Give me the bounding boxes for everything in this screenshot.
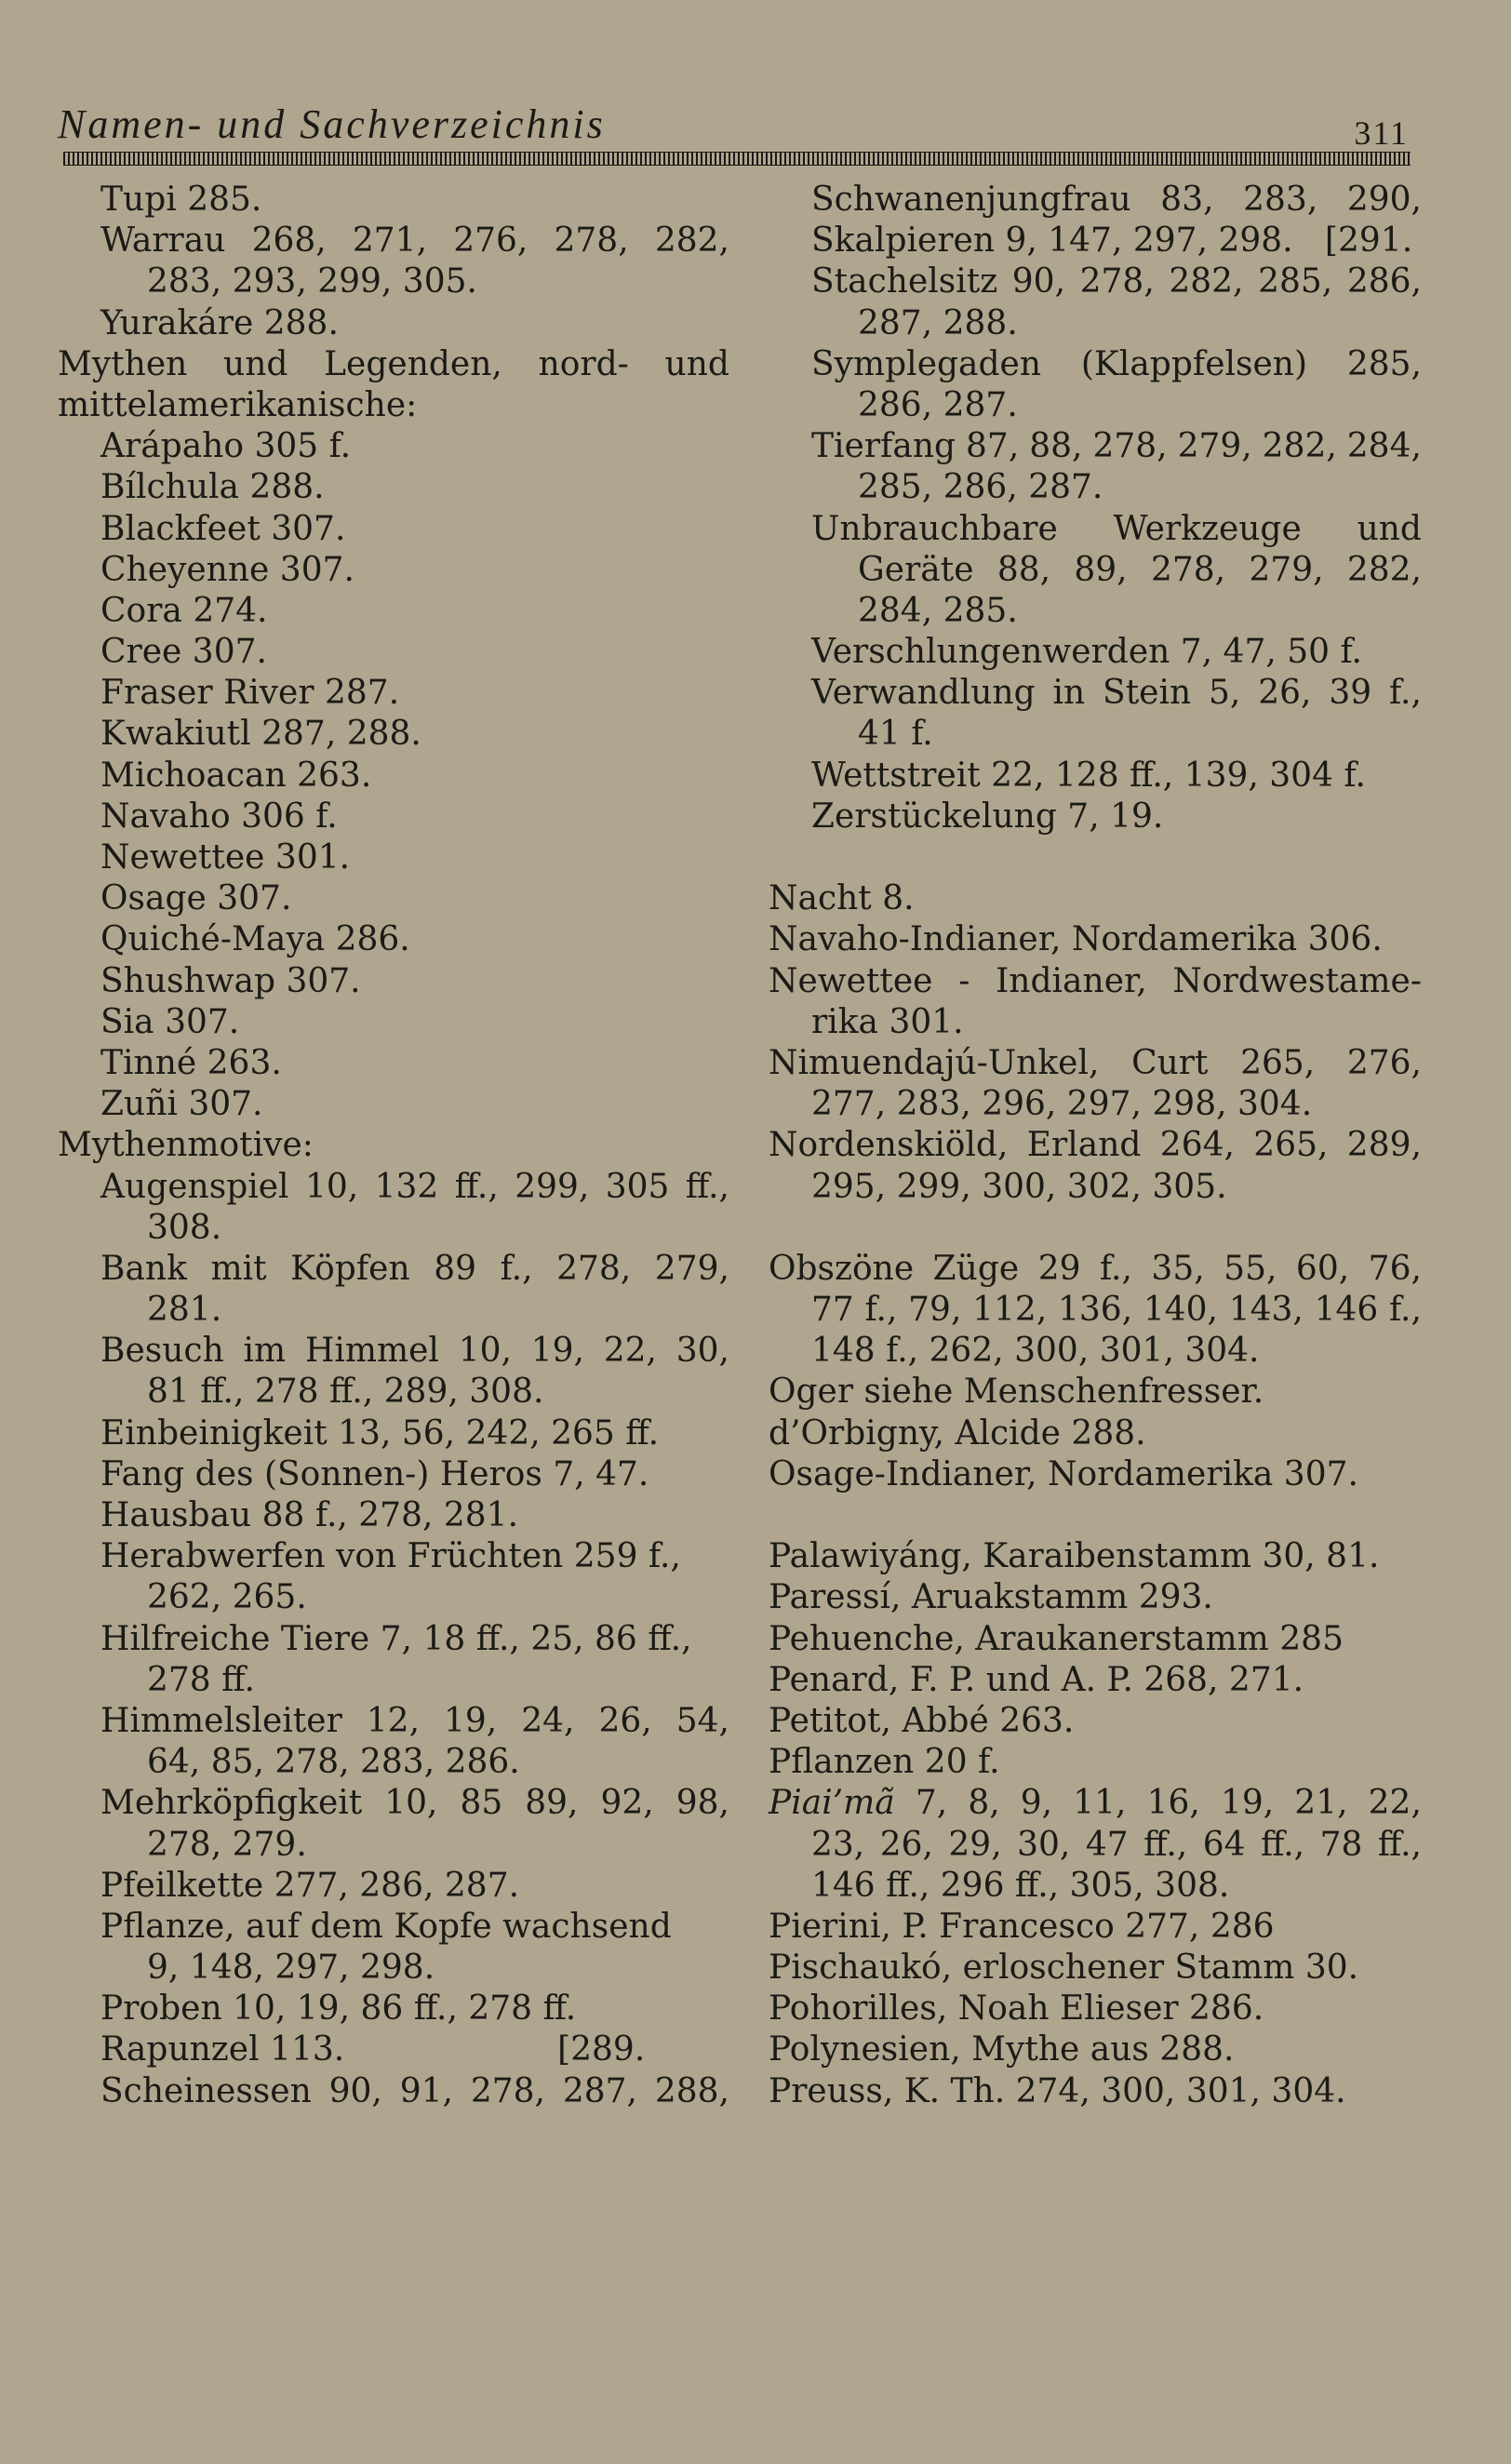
index-entry-line: Newettee 301. bbox=[100, 838, 351, 877]
index-entry-line: Osage-Indianer, Nordamerika 307. bbox=[769, 1454, 1358, 1493]
index-entry-line: Bank mit Köpfen 89 f., 278, 279, bbox=[100, 1249, 729, 1288]
index-entry-line: Schwanenjungfrau 83, 283, 290, bbox=[811, 181, 1422, 219]
index-entry-line: Himmelsleiter 12, 19, 24, 26, 54, bbox=[100, 1701, 729, 1740]
index-entry-line: Blackfeet 307. bbox=[100, 509, 346, 548]
index-entry-line: 295, 299, 300, 302, 305. bbox=[811, 1167, 1227, 1206]
index-entry-line: Besuch im Himmel 10, 19, 22, 30, bbox=[100, 1332, 729, 1371]
index-entry-line: Fang des (Sonnen-) Heros 7, 47. bbox=[100, 1454, 649, 1493]
index-entry-line: Paressí, Aruakstamm 293. bbox=[769, 1578, 1213, 1617]
index-entry-line: Mehrköpfigkeit 10, 85 89, 92, 98, bbox=[100, 1784, 729, 1823]
index-entry-line: Bílchula 288. bbox=[100, 468, 325, 507]
index-entry-line: 284, 285. bbox=[858, 591, 1018, 630]
index-entry-line: Stachelsitz 90, 278, 282, 285, 286, bbox=[811, 262, 1422, 301]
index-entry-line: Osage 307. bbox=[100, 879, 292, 918]
index-entry-line: Pehuenche, Araukanerstamm 285 bbox=[769, 1619, 1344, 1658]
index-entry-line: Fraser River 287. bbox=[100, 674, 400, 713]
section-gap bbox=[769, 1495, 1422, 1536]
index-entry-line: Verwandlung in Stein 5, 26, 39 f., bbox=[811, 674, 1422, 713]
index-entry-line: 262, 265. bbox=[147, 1578, 307, 1617]
running-head-title: Namen- und Sachverzeichnis bbox=[58, 101, 606, 147]
index-entry-line: Tupi 285. bbox=[100, 181, 262, 219]
index-entry-line: Skalpieren 9, 147, 297, 298. [291. bbox=[811, 221, 1413, 261]
index-entry-line: Mythen und Legenden, nord- und bbox=[58, 344, 729, 383]
index-entry-line: rika 301. bbox=[811, 1002, 964, 1041]
index-entry-line: 81 ff., 278 ff., 289, 308. bbox=[147, 1373, 544, 1412]
index-entry-line: Hausbau 88 f., 278, 281. bbox=[100, 1496, 519, 1534]
index-entry-line: Tierfang 87, 88, 278, 279, 282, 284, bbox=[811, 427, 1422, 466]
index-entry-line: Rapunzel 113. [289. bbox=[100, 2030, 646, 2069]
index-entry-line: Cree 307. bbox=[100, 633, 267, 672]
index-entry-line: Augenspiel 10, 132 ff., 299, 305 ff., bbox=[100, 1167, 729, 1206]
index-entry-line: Tinné 263. bbox=[100, 1043, 282, 1082]
index-entry-line: Petitot, Abbé 263. bbox=[769, 1701, 1075, 1740]
index-entry-line: Nordenskiöld, Erland 264, 265, 289, bbox=[769, 1126, 1422, 1165]
index-entry-line: Oger siehe Menschenfresser. bbox=[769, 1373, 1264, 1412]
index-entry-line: Quiché-Maya 286. bbox=[100, 920, 410, 959]
index-entry-line: 277, 283, 296, 297, 298, 304. bbox=[811, 1085, 1313, 1124]
page-number: 311 bbox=[1354, 114, 1409, 152]
index-entry-line: 41 f. bbox=[858, 715, 933, 754]
index-entry-line: Scheinessen 90, 91, 278, 287, 288, bbox=[100, 2071, 729, 2110]
section-gap bbox=[769, 1208, 1422, 1249]
index-entry-line: Hilfreiche Tiere 7, 18 ff., 25, 86 ff., bbox=[100, 1619, 692, 1658]
index-entry-line: Obszöne Züge 29 f., 35, 55, 60, 76, bbox=[769, 1249, 1422, 1288]
index-entry-line: Unbrauchbare Werkzeuge und bbox=[811, 509, 1422, 548]
index-entry-line: 23, 26, 29, 30, 47 ff., 64 ff., 78 ff., bbox=[811, 1825, 1422, 1864]
index-entry-line: Mythenmotive: bbox=[58, 1126, 314, 1165]
index-entry-line: 286, 287. bbox=[858, 385, 1018, 424]
index-entry-line: Palawiyáng, Karaibenstamm 30, 81. bbox=[769, 1537, 1380, 1576]
index-entry-line: 278, 279. bbox=[147, 1825, 307, 1864]
running-head bbox=[58, 100, 1409, 156]
section-gap bbox=[769, 837, 1422, 878]
index-column-right bbox=[769, 180, 1422, 2112]
index-entry-line: 281. bbox=[147, 1291, 222, 1330]
index-entry-line: Yurakáre 288. bbox=[100, 303, 339, 342]
index-entry-line: d’Orbigny, Alcide 288. bbox=[769, 1413, 1146, 1453]
header-rule bbox=[63, 152, 1411, 166]
index-entry-line: 146 ff., 296 ff., 305, 308. bbox=[811, 1866, 1230, 1905]
index-entry-line: Geräte 88, 89, 278, 279, 282, bbox=[858, 550, 1422, 589]
index-entry-line: Cheyenne 307. bbox=[100, 550, 354, 589]
index-entry-line: Navaho 306 f. bbox=[100, 797, 338, 836]
index-entry-line: Proben 10, 19, 86 ff., 278 ff. bbox=[100, 1989, 577, 2029]
index-entry-line: Newettee - Indianer, Nordwestame- bbox=[769, 961, 1422, 1000]
index-entry-line: Pohorilles, Noah Elieser 286. bbox=[769, 1989, 1264, 2029]
index-entry-line: Verschlungenwerden 7, 47, 50 f. bbox=[811, 633, 1362, 672]
index-entry-line: Piai’mã 7, 8, 9, 11, 16, 19, 21, 22, bbox=[769, 1784, 1422, 1823]
index-entry-line: Wettstreit 22, 128 ff., 139, 304 f. bbox=[811, 756, 1366, 795]
index-entry-line: Pflanzen 20 f. bbox=[769, 1743, 1000, 1782]
index-entry-line: 287, 288. bbox=[858, 303, 1018, 342]
index-entry-line: 308. bbox=[147, 1208, 222, 1247]
index-entry-line: 278 ff. bbox=[147, 1660, 255, 1699]
index-entry-line: Pfeilkette 277, 286, 287. bbox=[100, 1866, 520, 1905]
index-entry-line: Polynesien, Mythe aus 288. bbox=[769, 2030, 1235, 2069]
index-column-left bbox=[58, 180, 729, 2112]
index-entry-line: 77 f., 79, 112, 136, 140, 143, 146 f., bbox=[811, 1291, 1422, 1330]
index-entry-line: Kwakiutl 287, 288. bbox=[100, 715, 421, 754]
index-entry-line: Shushwap 307. bbox=[100, 961, 361, 1000]
index-entry-line: Pierini, P. Francesco 277, 286 bbox=[769, 1907, 1275, 1946]
index-entry-line: Arápaho 305 f. bbox=[100, 427, 352, 466]
index-entry-line: Zerstückelung 7, 19. bbox=[811, 797, 1164, 836]
index-entry-line: Sia 307. bbox=[100, 1002, 240, 1041]
index-entry-line: 9, 148, 297, 298. bbox=[147, 1948, 435, 1988]
index-entry-line: Pflanze, auf dem Kopfe wachsend bbox=[100, 1907, 672, 1946]
index-entry-line: 148 f., 262, 300, 301, 304. bbox=[811, 1332, 1260, 1371]
index-entry-line: 283, 293, 299, 305. bbox=[147, 262, 477, 301]
index-entry-line: Nimuendajú-Unkel, Curt 265, 276, bbox=[769, 1043, 1422, 1082]
index-entry-line: Symplegaden (Klappfelsen) 285, bbox=[811, 344, 1422, 383]
index-entry-line: Zuñi 307. bbox=[100, 1085, 263, 1124]
index-entry-line: Warrau 268, 271, 276, 278, 282, bbox=[100, 221, 729, 261]
index-entry-line: Herabwerfen von Früchten 259 f., bbox=[100, 1537, 681, 1576]
index-entry-line: Pischaukó, erloschener Stamm 30. bbox=[769, 1948, 1359, 1988]
index-entry-line: Navaho-Indianer, Nordamerika 306. bbox=[769, 920, 1383, 959]
index-entry-line: 285, 286, 287. bbox=[858, 468, 1103, 507]
index-entry-line: Michoacan 263. bbox=[100, 756, 372, 795]
index-entry-line: Preuss, K. Th. 274, 300, 301, 304. bbox=[769, 2071, 1346, 2110]
index-entry-line: Cora 274. bbox=[100, 591, 268, 630]
index-entry-line: Nacht 8. bbox=[769, 879, 915, 918]
index-entry-line: mittelamerikanische: bbox=[58, 385, 418, 424]
index-entry-line: 64, 85, 278, 283, 286. bbox=[147, 1743, 520, 1782]
index-entry-line: Penard, F. P. und A. P. 268, 271. bbox=[769, 1660, 1304, 1699]
index-entry-line: Einbeinigkeit 13, 56, 242, 265 ff. bbox=[100, 1413, 660, 1453]
